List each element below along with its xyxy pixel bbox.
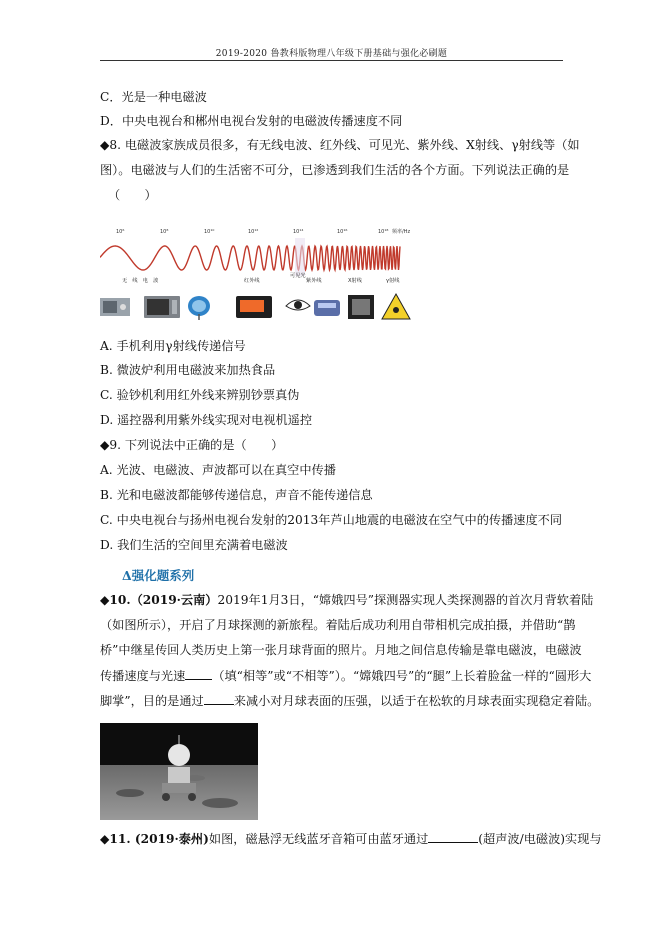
q11-source: ◆11. (2019·泰州) — [100, 832, 209, 846]
q10-stem-line-2: （如图所示），开启了月球探测的新旅程。着陆后成功利用自带相机完成拍摄，并借助“鹊 — [100, 618, 576, 632]
freq-tick: 10¹⁶ — [337, 229, 348, 235]
q11-text: (超声波/电磁波)实现与 — [478, 832, 602, 846]
answer-blank[interactable] — [204, 692, 234, 705]
q9-option-c: C. 中央电视台与扬州电视台发射的2013年芦山地震的电磁波在空气中的传播速度不同 — [100, 513, 563, 527]
q10-text: （填“相等”或“不相等”）。“嫦娥四号”的“腿”上长着脸盆一样的“圆形大 — [212, 669, 592, 683]
radio-device-icon — [100, 298, 130, 316]
band-labels — [122, 271, 400, 284]
q8-option-c: C. 验钞机利用红外线来辨别钞票真伪 — [100, 388, 300, 402]
q10-text: 传播速度与光速 — [100, 669, 186, 683]
band-label-visible: 可见光 — [290, 273, 306, 279]
q9-stem: ◆9. 下列说法中正确的是（ ） — [100, 438, 284, 452]
q11-stem-line-1 — [100, 830, 602, 847]
option-c-line: C．光是一种电磁波 — [100, 90, 207, 104]
q10-text: 来减小对月球表面的压强，以适于在松软的月球表面实现稳定着陆。 — [233, 694, 600, 708]
satellite-dish-icon — [188, 296, 210, 320]
option-d-line: D．中央电视台和郴州电视台发射的电磁波传播速度不同 — [100, 114, 403, 128]
q8-option-d: D. 遥控器利用紫外线实现对电视机遥控 — [100, 413, 313, 427]
q10-text: 脚掌”，目的是通过 — [100, 694, 204, 708]
band-label-xray: X射线 — [348, 278, 362, 284]
q10-stem-line-1 — [100, 592, 593, 608]
toaster-oven-icon — [236, 296, 272, 318]
freq-tick: 10⁸ — [160, 229, 169, 235]
answer-blank[interactable] — [428, 830, 478, 843]
visible-light-band — [295, 238, 305, 276]
q11-text: 如图，磁悬浮无线蓝牙音箱可由蓝牙通过 — [208, 832, 429, 846]
q10-stem-line-3: 桥”中继星传回人类历史上第一张月球背面的照片。月地之间信息传输是靠电磁波，电磁波 — [100, 643, 582, 657]
q8-stem-line-1: ◆8. 电磁波家族成员很多，有无线电波、红外线、可见光、紫外线、X射线、γ射线等（如 — [100, 138, 580, 152]
freq-tick: 10¹⁴ — [293, 229, 304, 235]
q10-stem-line-4 — [100, 667, 591, 684]
freq-tick: 10¹⁰ — [204, 229, 215, 235]
freq-unit-label: 频率/Hz — [392, 229, 411, 235]
freq-tick: 10¹² — [248, 229, 259, 235]
q8-stem-line-2: 图）。电磁波与人们的生活密不可分，已渗透到我们生活的各个方面。下列说法正确的是 — [100, 163, 570, 177]
microwave-oven-icon — [144, 296, 180, 318]
header-divider — [100, 60, 563, 61]
q8-option-a: A. 手机利用γ射线传递信号 — [100, 339, 246, 353]
em-spectrum-figure — [100, 224, 418, 324]
q9-option-d: D. 我们生活的空间里充满着电磁波 — [100, 538, 288, 552]
q10-stem-line-5 — [100, 692, 599, 709]
band-label-radio: 无 线 电 波 — [122, 278, 159, 284]
frequency-ticks — [116, 228, 410, 235]
radiation-warning-icon — [382, 294, 410, 319]
xray-image-icon — [348, 295, 374, 319]
q10-text: 2019年1月3日，“嫦娥四号”探测器实现人类探测器的首次月背软着陆 — [217, 593, 594, 607]
q8-option-b: B. 微波炉利用电磁波来加热食品 — [100, 363, 276, 377]
em-wave-curve — [100, 246, 400, 270]
q9-option-b: B. 光和电磁波都能够传递信息，声音不能传递信息 — [100, 488, 373, 502]
answer-blank[interactable] — [185, 667, 212, 680]
band-label-infrared: 红外线 — [244, 278, 260, 284]
section-heading: Δ强化题系列 — [122, 568, 195, 583]
band-label-ultraviolet: 紫外线 — [306, 278, 322, 284]
band-label-gamma: γ射线 — [386, 278, 400, 284]
freq-tick: 10⁶ — [116, 229, 125, 235]
q10-source: ◆10.（2019·云南） — [100, 593, 218, 607]
eye-icon — [286, 300, 310, 310]
lunar-rover-photo — [100, 723, 258, 820]
q8-answer-bracket: （ ） — [108, 188, 157, 202]
freq-tick: 10¹⁸ — [378, 229, 389, 235]
q9-option-a: A. 光波、电磁波、声波都可以在真空中传播 — [100, 463, 336, 477]
counterfeit-detector-icon — [314, 300, 340, 316]
page-header: 2019-2020 鲁教科版物理八年级下册基础与强化必刷题 — [215, 49, 448, 59]
